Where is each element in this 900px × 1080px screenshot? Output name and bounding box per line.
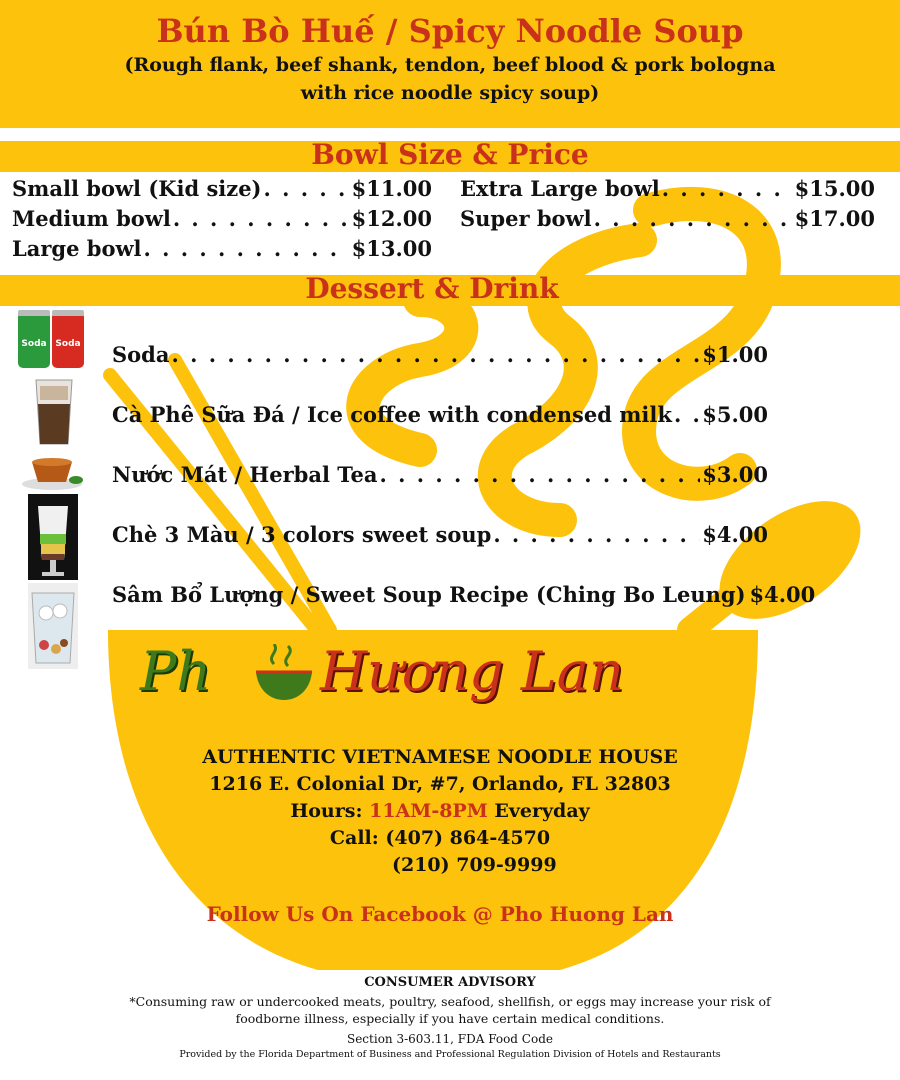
hours-label: Hours: [290,800,363,822]
advisory-code: Section 3-603.11, FDA Food Code [346,1032,553,1046]
herbal-tea-image [20,452,84,492]
size-name: Super bowl [460,206,592,231]
tagline: AUTHENTIC VIETNAMESE NOODLE HOUSE [202,746,678,768]
hours-value: 11AM-8PM [369,800,488,822]
phone-1: (407) 864-4570 [385,827,551,849]
drinks-heading: Dessert & Drink [305,272,559,305]
size-price: $11.00 [351,176,432,201]
size-name: Large bowl [12,236,142,261]
drink-price: $1.00 [702,342,768,367]
facebook-link[interactable]: Follow Us On Facebook @ Pho Huong Lan [206,902,674,926]
drink-price: $4.00 [749,582,816,607]
drink-name: Cà Phê Sữa Đá / Ice coffee with condensed milk [112,402,672,427]
sam-bo-luong-image [28,583,78,669]
drink-row-iced-coffee [112,402,768,427]
hours-suffix: Everyday [494,800,590,822]
drink-name: Chè 3 Màu / 3 colors sweet soup [112,522,492,547]
size-row-super [460,206,875,231]
size-price: $12.00 [351,206,432,231]
drink-name: Soda [112,342,170,367]
dish-title: Bún Bò Huế / Spicy Noodle Soup [156,12,744,50]
drink-name: Sâm Bổ Lượng / Sweet Soup Recipe (Ching Bo Leung) [112,582,746,607]
iced-coffee-image [32,376,76,448]
size-price: $15.00 [794,176,875,201]
drink-row-soda [112,342,768,367]
drink-name: Nước Mát / Herbal Tea [112,462,378,487]
phone-line-1 [0,827,890,849]
steam-swirl-left [363,300,461,450]
sweet-soup-three-colors-image [28,494,78,580]
size-name: Small bowl (Kid size) [12,176,262,201]
dish-description: (Rough flank, beef shank, tendon, beef blood & pork bologna with rice noodle spicy soup) [124,54,776,104]
spoon-bowl [699,477,882,642]
advisory-text: *Consuming raw or undercooked meats, poultry, seafood, shellfish, or eggs may increase your risk of foodborne illness, especially if you have certain medical conditions. [129,994,771,1026]
size-row-small [12,176,432,201]
drink-row-herbal-tea [112,462,768,487]
hours [0,800,890,822]
drink-price: $5.00 [702,402,768,427]
restaurant-logo [140,640,760,720]
size-price: $13.00 [351,236,432,261]
svg-text:Soda: Soda [55,339,81,349]
size-name: Medium bowl [12,206,171,231]
advisory-provider: Provided by the Florida Department of Business and Professional Regulation Division of Hotels and Restaurants [179,1049,721,1060]
call-label: Call: [329,827,379,849]
drink-row-three-colors [112,522,768,547]
drink-price: $3.00 [702,462,768,487]
logo-text-pho: Ph [140,640,212,703]
pho-bowl-icon [252,644,316,704]
soda-cans-image [16,308,88,370]
size-row-medium [12,206,432,231]
advisory-title: CONSUMER ADVISORY [364,975,536,990]
size-row-extra-large [460,176,875,201]
logo-text-huong-lan: Hương Lan [320,640,624,703]
phone-2: (210) 709-9999 [392,854,557,876]
sizes-heading: Bowl Size & Price [311,138,589,171]
size-price: $17.00 [794,206,875,231]
drink-price: $4.00 [702,522,768,547]
drink-row-sam-bo-luong [112,582,816,607]
address: 1216 E. Colonial Dr, #7, Orlando, FL 32803 [209,773,671,795]
size-row-large [12,236,432,261]
svg-text:Soda: Soda [21,339,47,349]
size-name: Extra Large bowl [460,176,660,201]
